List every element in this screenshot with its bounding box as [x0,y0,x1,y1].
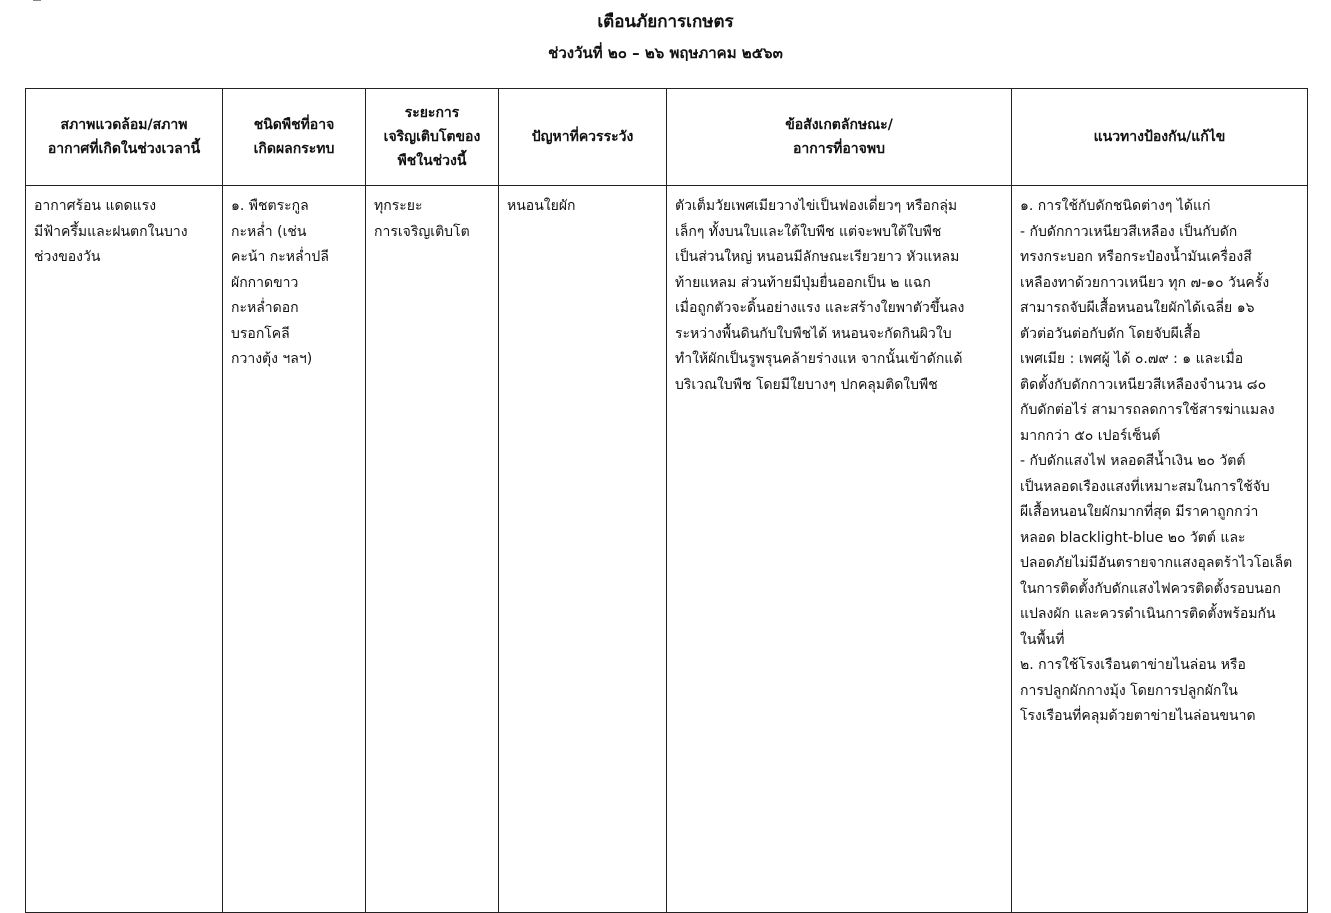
cell-line: ทำให้ผักเป็นรูพรุนคล้ายร่างแห จากนั้นเข้าดักแด้ [675,351,963,367]
header-environment [26,89,223,186]
header-crops [223,89,366,186]
cell-line: สามารถจับผีเสื้อหนอนใยผักได้เฉลี่ย ๑๖ [1020,300,1255,316]
cell-symptoms [667,186,1012,913]
cell-line: บริเวณใบพืช โดยมีใยบางๆ ปกคลุมติดใบพืช [675,376,938,393]
header-symptoms [667,89,1012,186]
header-problem [499,89,667,186]
cell-crops [223,186,366,913]
cell-line: อากาศร้อน แดดแรง [34,198,157,214]
cell-line: การเจริญเติบโต [374,223,470,240]
cell-line: ผักกาดขาว [231,274,299,291]
cell-line: ๑. การใช้กับดักชนิดต่างๆ ได้แก่ [1020,198,1211,214]
header-line: พืชในช่วงนี้ [397,153,467,169]
header-line: ชนิดพืชที่อาจ [253,117,335,133]
cell-line: ในพื้นที่ [1020,631,1065,648]
cell-line: เหลืองทาด้วยกาวเหนียว ทุก ๗-๑๐ วันครั้ง [1020,274,1270,291]
cell-line: เล็กๆ ทั้งบนใบและใต้ใบพืช แต่จะพบใต้ใบพืช [675,223,942,240]
cell-line: ติดตั้งกับดักกาวเหนียวสีเหลืองจำนวน ๘๐ [1020,376,1267,393]
cell-line: หนอนใยผัก [507,198,576,214]
cell-line: กับดักต่อไร่ สามารถลดการใช้สารฆ่าแมลง [1020,402,1275,418]
cell-line: ระหว่างพื้นดินกับใบพืชได้ หนอนจะกัดกินผิวใบ [675,325,952,342]
table-header-row [26,89,1308,186]
cell-line: กะหล่ำดอก [231,300,299,316]
cell-line: การปลูกผักกางมุ้ง โดยการปลูกผักใน [1020,682,1238,699]
cell-line: หลอด blacklight-blue ๒๐ วัตต์ และ [1020,529,1246,546]
cell-line: - กับดักแสงไฟ หลอดสีน้ำเงิน ๒๐ วัตต์ [1020,453,1246,469]
cell-line: ตัวเต็มวัยเพศเมียวางไข่เป็นฟองเดี่ยวๆ หรือกลุ่ม [675,198,958,214]
cell-line: ช่วงของวัน [34,249,101,265]
header-prevention [1012,89,1308,186]
warning-table [25,88,1308,913]
header-line: เจริญเติบโตของ [383,129,481,145]
cell-line: โรงเรือนที่คลุมด้วยตาข่ายไนล่อนขนาด [1020,708,1256,724]
cell-line: กวางตุ้ง ฯลฯ) [231,351,313,367]
cell-line: ท้ายแหลม ส่วนท้ายมีปุ่มยื่นออกเป็น ๒ แฉก [675,274,931,291]
cell-line: มีฟ้าครึ้มและฝนตกในบาง [34,223,188,240]
cell-line: ตัวต่อวันต่อกับดัก โดยจับผีเสื้อ [1020,325,1201,342]
cell-line: ๑. พืชตระกูล [231,198,309,214]
header-line: ระยะการ [404,105,460,121]
header-line: แนวทางป้องกัน/แก้ไข [1093,129,1226,145]
cell-growth-stage [366,186,499,913]
header-line: เกิดผลกระทบ [253,141,335,157]
cell-line: คะน้า กะหล่ำปลี [231,249,329,265]
cell-prevention [1012,186,1308,913]
header-growth-stage [366,89,499,186]
cell-line: บรอกโคลี [231,325,290,342]
cell-line: เมื่อถูกตัวจะดิ้นอย่างแรง และสร้างใยพาตัวขึ้นลง [675,300,965,316]
header-line: อากาศที่เกิดในช่วงเวลานี้ [47,141,201,157]
cell-environment [26,186,223,913]
cell-problem [499,186,667,913]
cell-line: มากกว่า ๕๐ เปอร์เซ็นต์ [1020,427,1161,444]
cell-line: เพศเมีย : เพศผู้ ได้ ๐.๗๙ : ๑ และเมื่อ [1020,351,1244,367]
document-subtitle: ช่วงวันที่ ๒๐ – ๒๖ พฤษภาคม ๒๕๖๓ [548,44,783,62]
cell-line: ปลอดภัยไม่มีอันตรายจากแสงอุลตร้าไวโอเล็ต [1020,555,1293,571]
table-row [26,186,1308,913]
cell-line: ในการติดตั้งกับดักแสงไฟควรติดตั้งรอบนอก [1020,580,1281,597]
header-line: อาการที่อาจพบ [793,141,885,157]
cell-line: - กับดักกาวเหนียวสีเหลือง เป็นกับดัก [1020,223,1238,240]
header-line: ปัญหาที่ควรระวัง [531,129,634,145]
cell-line: เป็นหลอดเรืองแสงที่เหมาะสมในการใช้จับ [1020,478,1270,495]
cell-line: กะหล่ำ (เช่น [231,223,307,240]
cell-line: เป็นส่วนใหญ่ หนอนมีลักษณะเรียวยาว หัวแหลม [675,249,960,265]
cell-line: ทรงกระบอก หรือกระป๋องน้ำมันเครื่องสี [1020,249,1252,265]
scan-mark [33,0,41,4]
cell-line: ผีเสื้อหนอนใยผักมากที่สุด มีราคาถูกกว่า [1020,504,1259,520]
header-line: ข้อสังเกตลักษณะ/ [785,117,893,133]
cell-line: ทุกระยะ [374,198,423,214]
cell-line: แปลงผัก และควรดำเนินการติดตั้งพร้อมกัน [1020,606,1276,622]
header-line: สภาพแวดล้อม/สภาพ [60,117,188,133]
document-title: เตือนภัยการเกษตร [597,12,734,32]
cell-line: ๒. การใช้โรงเรือนตาข่ายไนล่อน หรือ [1020,657,1246,673]
